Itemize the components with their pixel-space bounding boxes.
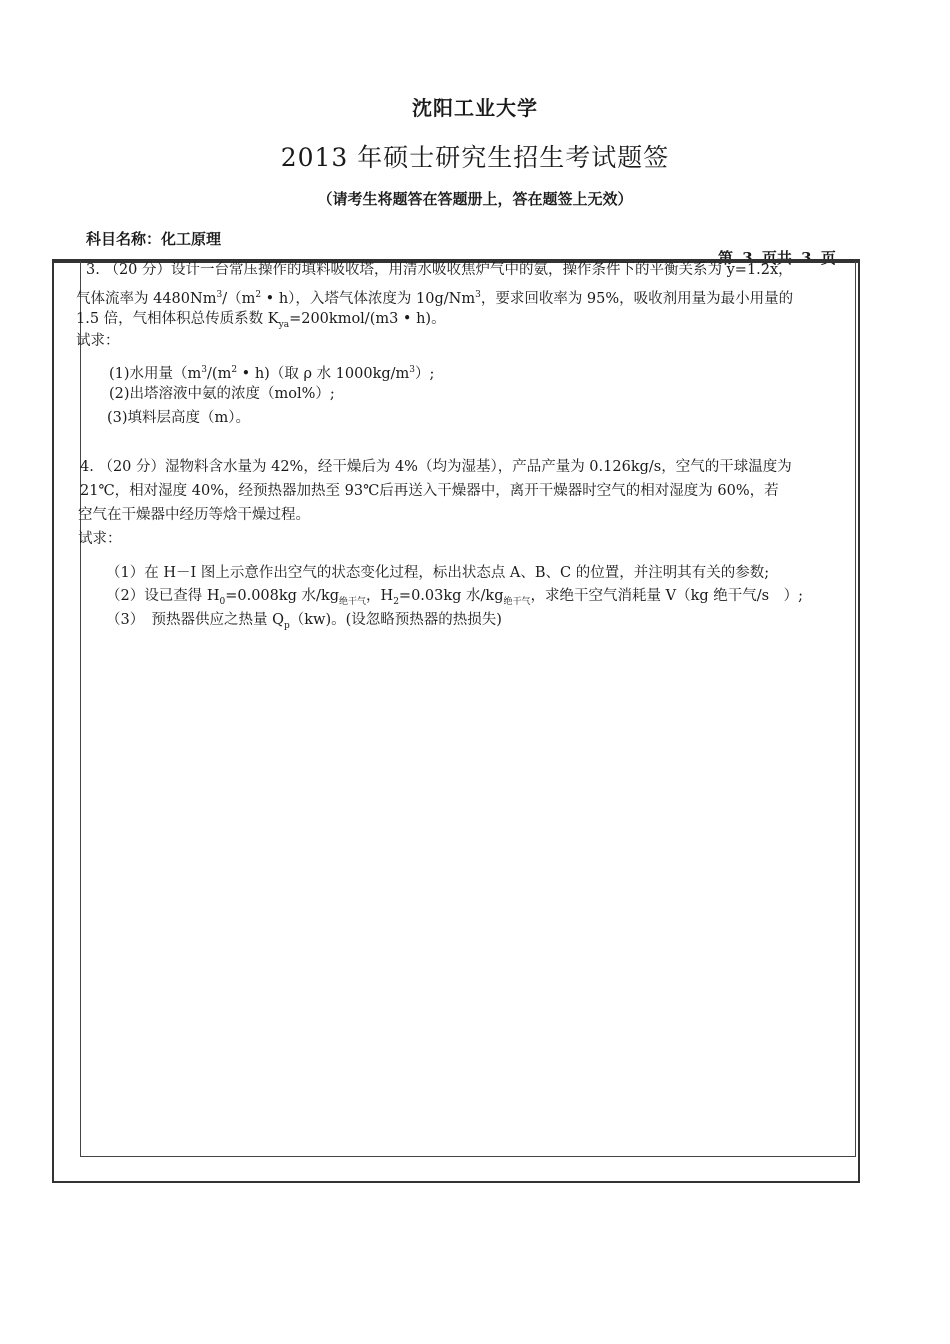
exam-instruction-note: （请考生将题答在答题册上，答在题签上无效） (317, 190, 633, 208)
q4-l6b: =0.008kg 水/kg (225, 588, 340, 604)
q4-l7b: （kw)。(设忽略预热器的热损失) (289, 612, 502, 628)
q3-l3a: 1.5 倍，气相体积总传质系数 K (76, 311, 279, 327)
q3-line-4: 试求： (76, 333, 120, 349)
q4-l6a: （2）设已查得 H (106, 588, 220, 604)
q3-l5sup2: 2 (231, 365, 238, 375)
q3-line-2 (76, 285, 793, 309)
q3-l5b: /(m (207, 365, 232, 382)
page-total: 3 (801, 249, 812, 267)
university-name: 沈阳工业大学 (412, 96, 538, 120)
q3-l5sup: 3 (201, 365, 208, 375)
q4-l6d: =0.03kg 水/kg (398, 588, 504, 604)
q4-line-4: 试求： (78, 531, 122, 547)
q4-line-2: 21℃，相对湿度 40%，经预热器加热至 93℃后再送入干燥器中，离开干燥器时空气的相对湿度为 60%，若 (80, 483, 779, 499)
q3-l5sup3: 3 (409, 365, 416, 375)
q4-line-5: （1）在 H－I 图上示意作出空气的状态变化过程，标出状态点 A、B、C 的位置，并注明其有关的参数; (106, 565, 770, 581)
q4-l7a: （3） 预热器供应之热量 Q (106, 612, 284, 628)
q4-l6sub3: 2 (393, 596, 399, 607)
q4-l7sub: p (283, 620, 290, 631)
q3-l2c: • h），入塔气体浓度为 10g/Nm (261, 290, 476, 307)
q3-line-5 (109, 360, 434, 384)
q4-l6c: ，H (366, 588, 394, 604)
q3-l3sub: ya (278, 319, 290, 330)
q3-l5c: • h)（取 ρ 水 1000kg/m (237, 365, 410, 382)
q3-l2sup: 3 (216, 290, 223, 300)
q3-line-3 (76, 309, 446, 335)
page-current: 3 (742, 249, 753, 267)
page-mid: 页共 (761, 249, 792, 267)
q3-line-1: 3. （20 分）设计一台常压操作的填料吸收塔，用清水吸收焦炉气中的氨，操作条件下的平衡关系为 y=1.2x， (86, 262, 793, 278)
q4-l6sub: 0 (219, 596, 226, 607)
exam-title: 2013 年硕士研究生招生考试题签 (280, 143, 670, 172)
q3-l2a: 气体流率为 4480Nm (76, 290, 217, 307)
q4-l6sub2: 绝干气 (339, 596, 367, 607)
q4-l6e: ，求绝干空气消耗量 V（kg 绝干气/s ）; (530, 588, 803, 604)
q3-l5a: (1)水用量（m (109, 365, 202, 382)
q3-l2b: /（m (222, 290, 256, 307)
q3-l2sup3: 3 (475, 290, 481, 300)
page-prefix: 第 (718, 249, 734, 267)
q4-l6sub4: 绝干气 (503, 596, 531, 607)
q3-l2d: ，要求回收率为 95%，吸收剂用量为最小用量的 (480, 290, 794, 307)
q4-line-1: 4. （20 分）湿物料含水量为 42%，经干燥后为 4%（均为湿基），产品产量为 0.126kg/s，空气的干球温度为 (80, 459, 792, 475)
q3-l5d: ）; (415, 365, 435, 382)
q4-line-7 (106, 610, 502, 636)
q3-line-6: (2)出塔溶液中氨的浓度（mol%）; (109, 386, 335, 402)
q4-line-3: 空气在干燥器中经历等焓干燥过程。 (78, 507, 310, 523)
q4-line-6 (106, 586, 803, 612)
page-suffix: 页 (820, 249, 836, 267)
q3-l3b: =200kmol/(m3 • h)。 (289, 311, 446, 327)
q3-line-7: (3)填料层高度（m）。 (107, 410, 251, 426)
subject-name: 科目名称：化工原理 (86, 230, 222, 248)
q3-l2sup2: 2 (255, 290, 262, 300)
